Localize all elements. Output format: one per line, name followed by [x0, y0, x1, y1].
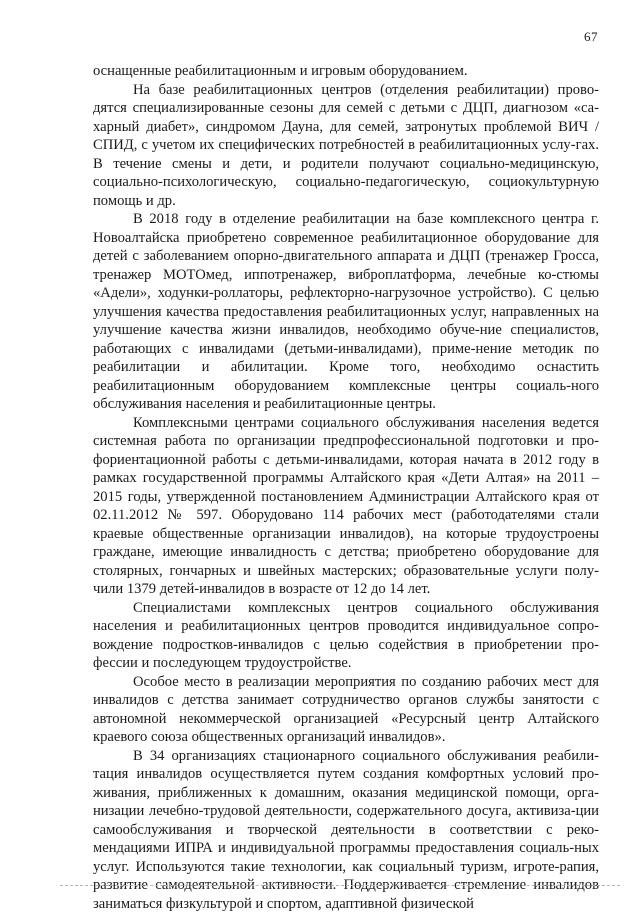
scan-artifact-line [60, 885, 620, 886]
paragraph-7: В 34 организациях стационарного социального обслуживания реабили-тация инвалидов осуществляется путем создания комфортных условий про-живания, приближенных к домашним, оказания медицинской помощи, орга-низации лечебно-трудовой деятельности, содержательного досуга, активиза-ции самообслуживания и творческой деятельности в соответствии с реко-мендациями ИПРА и индивидуальной программы предоставления социаль-ных услуг. Используются такие технологии, как социальный туризм, игроте-рапия, развитие самодеятельной активности. Поддерживается стремление инвалидов заниматься физкультурой и спортом, адаптивной физической [93, 747, 599, 913]
paragraph-5: Специалистами комплексных центров социального обслуживания населения и реабилитационных центров проводится индивидуальное сопро-вождение подростков-инвалидов с целью содействия в приобретении про-фессии и последующем трудоустройстве. [93, 599, 599, 673]
paragraph-6: Особое место в реализации мероприятия по созданию рабочих мест для инвалидов с детства занимает сотрудничество органов службы занятости с автономной некоммерческой организацией «Ресурсный центр Алтайского краевого союза общественных организаций инвалидов». [93, 673, 599, 747]
text-column [93, 62, 599, 913]
paragraph-3: В 2018 году в отделение реабилитации на базе комплексного центра г. Новоалтайска приобретено современное реабилитационное оборудование для детей с заболеванием опорно-двигательного аппарата и ДЦП (тренажер Гросса, тренажер МОТОмед, иппотренажер, виброплатформа, лечебные ко-стюмы «Адели», ходунки-роллаторы, рефлекторно-нагрузочное устройство). С целью улучшения качества предоставления реабилитационных услуг, направленных на улучшение качества жизни инвалидов, необходимо обуче-ние специалистов, работающих с инвалидами (детьми-инвалидами), приме-нение методик по реабилитации и абилитации. Кроме того, необходимо оснастить реабилитационным оборудованием комплексные центры социаль-ного обслуживания населения и реабилитационные центры. [93, 210, 599, 414]
paragraph-4: Комплексными центрами социального обслуживания населения ведется системная работа по организации предпрофессиональной подготовки и про-фориентационной работы с детьми-инвалидами, которая начата в 2012 году в рамках государственной программы Алтайского края «Дети Алтая» на 2011 – 2015 годы, утвержденной постановлением Администрации Алтайского края от 02.11.2012 № 597. Оборудовано 114 рабочих мест (работодателями стали краевые общественные организации инвалидов), на которые трудоустроены граждане, имеющие инвалидность с детства; приобретено оборудование для столярных, гончарных и швейных мастерских; образовательные услуги полу-чили 1379 детей-инвалидов в возрасте от 12 до 14 лет. [93, 414, 599, 599]
paragraph-1: оснащенные реабилитационным и игровым оборудованием. [93, 62, 599, 81]
page-number: 67 [584, 29, 598, 45]
paragraph-2: На базе реабилитационных центров (отделения реабилитации) прово-дятся специализированные сезоны для семей с детьми с ДЦП, диагнозом «са-харный диабет», синдромом Дауна, для семей, затронутых проблемой ВИЧ / СПИД, с учетом их специфических потребностей в реабилитационных услу-гах. В течение смены и дети, и родители получают социально-медицинскую, социально-психологическую, социально-педагогическую, социокультурную помощь и др. [93, 81, 599, 211]
